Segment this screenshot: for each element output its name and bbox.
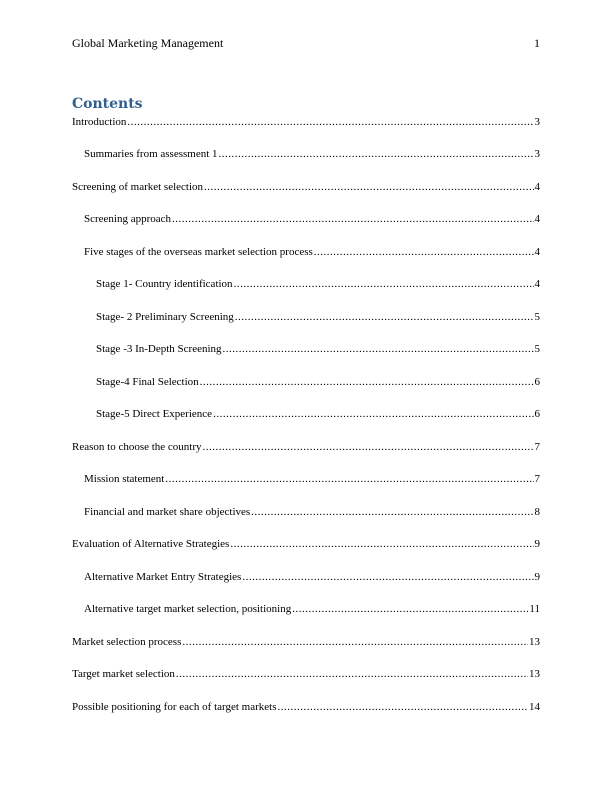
toc-entry-page-number: 4 <box>534 278 540 290</box>
toc-entry-page-number: 4 <box>534 246 540 258</box>
toc-entry[interactable] <box>72 570 540 584</box>
toc-entry[interactable] <box>72 375 540 389</box>
toc-entry[interactable] <box>72 440 540 454</box>
toc-entry-page-number: 13 <box>529 636 540 648</box>
toc-entry-label: Financial and market share objectives <box>84 506 251 518</box>
toc-entry-label: Stage- 2 Preliminary Screening <box>96 311 234 323</box>
toc-entry-label: Stage-4 Final Selection <box>96 376 199 388</box>
running-header-title: Global Marketing Management <box>72 36 224 50</box>
toc-entry-label: Alternative target market selection, positioning <box>84 603 292 615</box>
toc-leader-dots <box>204 180 533 194</box>
toc-leader-dots <box>172 212 533 226</box>
toc-leader-dots <box>230 537 533 551</box>
toc-entry-page-number: 6 <box>534 408 540 420</box>
toc-entry-label: Stage 1- Country identification <box>96 278 233 290</box>
toc-leader-dots <box>213 407 533 421</box>
toc-entry-page-number: 3 <box>534 116 540 128</box>
toc-leader-dots <box>176 667 528 681</box>
toc-entry-label: Alternative Market Entry Strategies <box>84 571 242 583</box>
toc-leader-dots <box>219 147 534 161</box>
toc-leader-dots <box>235 310 534 324</box>
toc-entry-page-number: 7 <box>534 441 540 453</box>
toc-entry[interactable] <box>72 342 540 356</box>
toc-entry-page-number: 5 <box>534 311 540 323</box>
running-header-page-number: 1 <box>534 36 540 50</box>
toc-leader-dots <box>127 115 533 129</box>
toc-leader-dots <box>234 277 534 291</box>
toc-entry-page-number: 4 <box>534 181 540 193</box>
toc-entry-page-number: 7 <box>534 473 540 485</box>
toc-entry[interactable] <box>72 277 540 291</box>
toc-leader-dots <box>314 245 534 259</box>
toc-entry-page-number: 11 <box>529 603 540 615</box>
toc-entry-page-number: 9 <box>534 571 540 583</box>
toc-leader-dots <box>292 602 528 616</box>
toc-entry[interactable] <box>72 212 540 226</box>
toc-entry[interactable] <box>72 667 540 681</box>
toc-entry-page-number: 13 <box>529 668 540 680</box>
toc-entry[interactable] <box>72 635 540 649</box>
toc-leader-dots <box>200 375 534 389</box>
toc-entry-page-number: 9 <box>534 538 540 550</box>
toc-entry[interactable] <box>72 180 540 194</box>
toc-entry[interactable] <box>72 310 540 324</box>
toc-entry-page-number: 8 <box>534 506 540 518</box>
toc-entry[interactable] <box>72 505 540 519</box>
toc-entry-page-number: 3 <box>534 148 540 160</box>
toc-entry-label: Summaries from assessment 1 <box>84 148 218 160</box>
toc-entry-label: Reason to choose the country <box>72 441 202 453</box>
toc-leader-dots <box>182 635 528 649</box>
toc-entry[interactable] <box>72 602 540 616</box>
toc-leader-dots <box>165 472 533 486</box>
toc-entry[interactable] <box>72 407 540 421</box>
toc-entry-label: Market selection process <box>72 636 182 648</box>
toc-entry[interactable] <box>72 147 540 161</box>
toc-entry[interactable] <box>72 472 540 486</box>
toc-leader-dots <box>242 570 533 584</box>
toc-entry[interactable] <box>72 245 540 259</box>
toc-entry[interactable] <box>72 700 540 714</box>
toc-entry[interactable] <box>72 537 540 551</box>
toc-entry-label: Possible positioning for each of target markets <box>72 701 277 713</box>
toc-entry-label: Stage -3 In-Depth Screening <box>96 343 222 355</box>
toc-entry-label: Five stages of the overseas market selection process <box>84 246 313 258</box>
toc-leader-dots <box>223 342 534 356</box>
toc-entry[interactable] <box>72 115 540 129</box>
toc-entry-label: Mission statement <box>84 473 165 485</box>
toc-entry-page-number: 14 <box>529 701 540 713</box>
toc-entry-label: Evaluation of Alternative Strategies <box>72 538 230 550</box>
toc-leader-dots <box>251 505 533 519</box>
toc-entry-page-number: 6 <box>534 376 540 388</box>
contents-heading: Contents <box>72 96 143 112</box>
toc-entry-label: Target market selection <box>72 668 175 680</box>
toc-entry-label: Introduction <box>72 116 127 128</box>
toc-leader-dots <box>203 440 534 454</box>
toc-entry-label: Screening approach <box>84 213 172 225</box>
toc-entry-label: Screening of market selection <box>72 181 204 193</box>
toc-entry-page-number: 4 <box>534 213 540 225</box>
toc-leader-dots <box>277 700 528 714</box>
toc-entry-page-number: 5 <box>534 343 540 355</box>
toc-entry-label: Stage-5 Direct Experience <box>96 408 213 420</box>
